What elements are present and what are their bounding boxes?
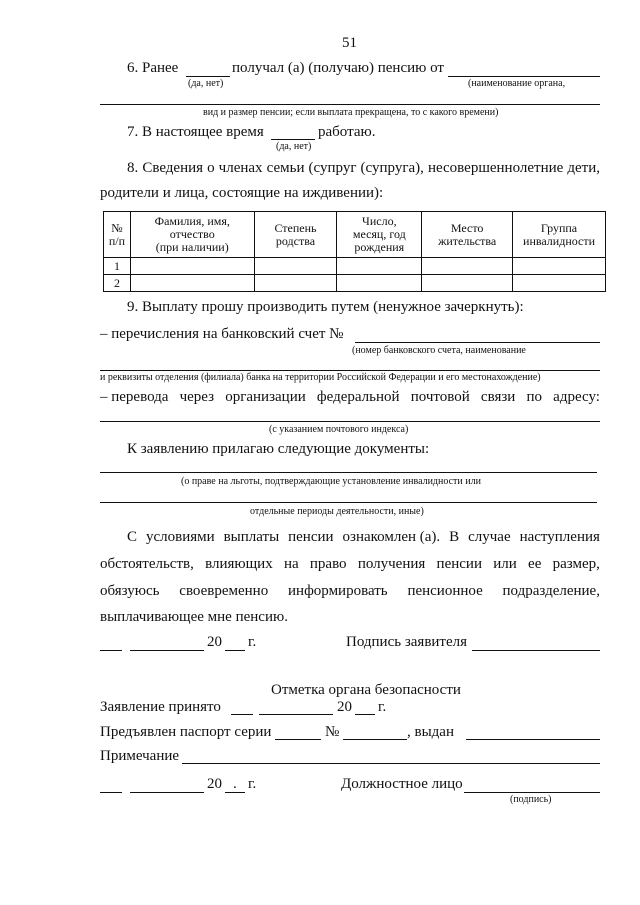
postal-hint: (с указанием почтового индекса) [269, 424, 409, 435]
item6-yes-no-field[interactable] [186, 76, 230, 77]
word: на [283, 556, 299, 572]
col-residence: Место жительства [422, 212, 513, 258]
word: подразделение, [502, 583, 600, 599]
item6-pension-field[interactable] [100, 104, 600, 105]
word: пенсии [288, 529, 334, 545]
word: пенсии [436, 556, 482, 572]
postal-address-field[interactable] [100, 421, 600, 422]
year-prefix: 20 [207, 634, 222, 650]
month-field[interactable] [130, 650, 204, 651]
word: обязуюсь [100, 583, 160, 599]
word: получения [357, 556, 426, 572]
table-cell-input[interactable] [337, 258, 422, 275]
item6-middle: получал (а) (получаю) пенсию от [232, 60, 444, 76]
day-field[interactable] [100, 650, 122, 651]
year-field[interactable] [225, 650, 245, 651]
item7-hint: (да, нет) [276, 141, 312, 152]
word: пенсионное [407, 583, 483, 599]
passport-issued-field[interactable] [466, 739, 600, 740]
table-row [104, 258, 606, 275]
item6-hint-pension: вид и размер пенсии; если выплата прекращена, то с какого времени) [203, 107, 499, 118]
word: своевременно [179, 583, 269, 599]
word: федеральной [316, 389, 400, 405]
word: почтовой [410, 389, 470, 405]
word: организации [225, 389, 306, 405]
conditions-line-1 [127, 529, 600, 546]
documents-label: К заявлению прилагаю следующие документы: [127, 441, 430, 457]
word: информировать [288, 583, 388, 599]
passport-number-sign: № [325, 724, 340, 740]
security-title: Отметка органа безопасности [271, 682, 461, 698]
word: размер, [552, 556, 600, 572]
conditions-line-4: выплачивающее мне пенсию. [100, 609, 288, 625]
word: право [309, 556, 347, 572]
col-number: № п/п [104, 212, 131, 258]
item6-organ-field[interactable] [448, 76, 600, 77]
final-month-field[interactable] [130, 792, 204, 793]
word: – перевода [100, 389, 169, 405]
col-relationship: Степень родства [254, 212, 337, 258]
word: связи [480, 389, 516, 405]
page-number: 51 [342, 35, 357, 51]
table-cell-input[interactable] [337, 275, 422, 292]
documents-field-2[interactable] [100, 502, 597, 503]
passport-series-field[interactable] [275, 739, 321, 740]
word: В [449, 529, 460, 545]
applicant-signature-label: Подпись заявителя [346, 634, 468, 650]
bank-account-field[interactable] [355, 342, 600, 343]
accepted-g: г. [378, 699, 387, 715]
bank-transfer-label: – перечисления на банковский счет № [100, 326, 344, 342]
final-day-field[interactable] [100, 792, 122, 793]
col-birth-date: Число, месяц, год рождения [337, 212, 422, 258]
accepted-day-field[interactable] [231, 714, 253, 715]
item6-hint-organ: (наименование органа, [468, 78, 566, 89]
accepted-month-field[interactable] [259, 714, 333, 715]
accepted-label: Заявление принято [100, 699, 221, 715]
bank-details-field[interactable] [100, 370, 600, 371]
word: наступления [519, 529, 600, 545]
item7-prefix: 7. В настоящее время [127, 124, 264, 140]
word: влияющих [205, 556, 273, 572]
official-hint: (подпись) [510, 794, 552, 805]
word: ознакомлен (а). [342, 529, 441, 545]
final-year-prefix: 20 [207, 776, 222, 792]
item8-line2: родители и лица, состоящие на иждивении): [100, 185, 384, 201]
col-full-name: Фамилия, имя, отчество (при наличии) [130, 212, 254, 258]
table-cell-input[interactable] [422, 275, 513, 292]
family-members-table [103, 211, 606, 292]
table-cell-input[interactable] [130, 258, 254, 275]
note-label: Примечание [100, 748, 180, 764]
table-row [104, 275, 606, 292]
conditions-line-3 [100, 583, 600, 600]
word: по [526, 389, 543, 405]
table-cell-input[interactable] [422, 258, 513, 275]
documents-hint-2: отдельные периоды деятельности, иные) [250, 506, 424, 517]
word: обстоятельств, [100, 556, 194, 572]
word: через [179, 389, 215, 405]
passport-number-field[interactable] [343, 739, 407, 740]
table-cell-input[interactable] [513, 275, 606, 292]
conditions-line-2 [100, 556, 600, 573]
official-label: Должностное лицо [341, 776, 463, 792]
accepted-year-field[interactable] [355, 714, 375, 715]
item7-suffix: работаю. [318, 124, 376, 140]
passport-issued-label: , выдан [407, 724, 454, 740]
word: С [127, 529, 138, 545]
word: или [493, 556, 517, 572]
year-suffix: г. [248, 634, 257, 650]
table-cell-input[interactable] [254, 258, 337, 275]
documents-field-1[interactable] [100, 472, 597, 473]
accepted-year-prefix: 20 [337, 699, 352, 715]
table-cell-input[interactable] [254, 275, 337, 292]
table-cell-number: 1 [104, 258, 131, 275]
item6-prefix: 6. Ранее [127, 60, 179, 76]
passport-label: Предъявлен паспорт серии [100, 724, 272, 740]
word: условиями [145, 529, 215, 545]
applicant-signature-field[interactable] [472, 650, 600, 651]
word: ее [528, 556, 542, 572]
final-year-dot: . [233, 776, 237, 792]
word: адресу: [553, 389, 600, 405]
table-header-row [104, 212, 606, 258]
bank-hint-1: (номер банковского счета, наименование [352, 345, 526, 356]
item6-hint-yes-no: (да, нет) [188, 78, 224, 89]
documents-hint-1: (о праве на льготы, подтверждающие установление инвалидности или [181, 476, 481, 487]
table-cell-input[interactable] [513, 258, 606, 275]
official-signature-field[interactable] [464, 792, 600, 793]
col-disability-group: Группа инвалидности [513, 212, 606, 258]
table-cell-input[interactable] [130, 275, 254, 292]
note-field[interactable] [182, 763, 600, 764]
item9-title: 9. Выплату прошу производить путем (ненужное зачеркнуть): [127, 299, 524, 315]
final-g: г. [248, 776, 257, 792]
bank-hint-2: и реквизиты отделения (филиала) банка на территории Российской Федерации и его местонахождение) [100, 372, 541, 383]
item8-line1: 8. Сведения о членах семьи (супруг (супруга), несовершеннолетние дети, [127, 160, 600, 176]
postal-transfer-line [100, 389, 600, 406]
table-cell-number: 2 [104, 275, 131, 292]
word: случае [468, 529, 511, 545]
word: выплаты [223, 529, 280, 545]
item7-yes-no-field[interactable] [271, 139, 315, 140]
